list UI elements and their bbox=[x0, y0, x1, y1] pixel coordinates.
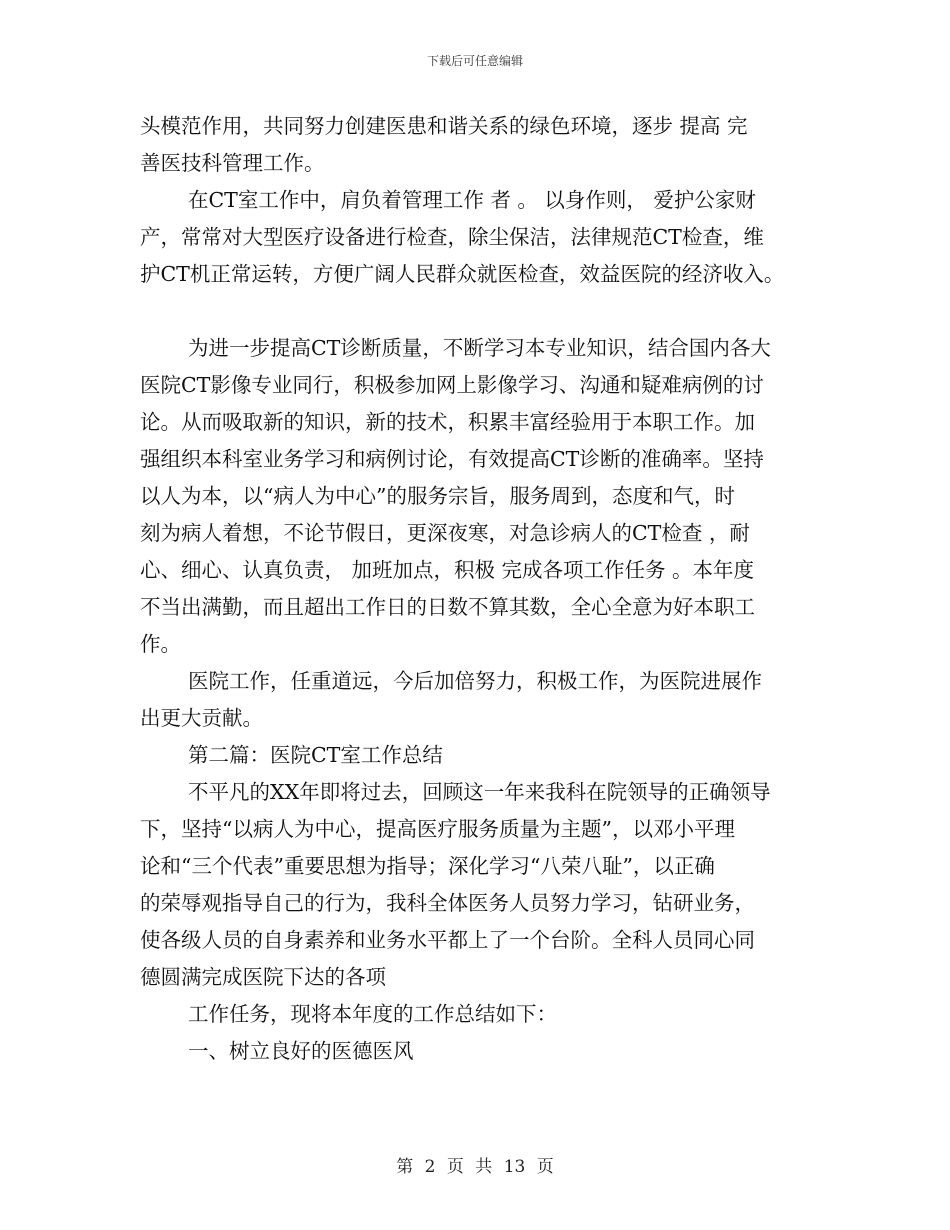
text-line: 作。 bbox=[140, 632, 181, 656]
text-line: 的荣辱观指导自己的行为，我科全体医务人员努力学习，钻研业务， bbox=[140, 891, 755, 915]
text-line: 不平凡的XX年即将过去，回顾这一年来我科在院领导的正确领导 bbox=[188, 780, 771, 804]
text-line: 善医技科管理工作。 bbox=[140, 151, 325, 175]
text-line: 下，坚持“以病人为中心，提高医疗服务质量为主题”，以邓小平理 bbox=[140, 817, 735, 841]
page-number-footer: 第 2 页 共 13 页 bbox=[396, 1157, 554, 1177]
text-line: 工作任务，现将本年度的工作总结如下： bbox=[188, 1002, 557, 1026]
text-line: 心、细心、认真负责， 加班加点，积极 完成各项工作任务 。本年度 bbox=[140, 558, 755, 582]
text-line: 不当出满勤，而且超出工作日的日数不算其数，全心全意为好本职工 bbox=[140, 595, 755, 619]
text-line: 护CT机正常运转，方便广阔人民群众就医检查，效益医院的经济收入。 bbox=[140, 262, 785, 286]
text-line: 医院工作，任重道远，今后加倍努力，积极工作，为医院进展作 bbox=[188, 669, 762, 693]
section-heading: 第二篇：医院CT室工作总结 bbox=[188, 743, 443, 767]
text-line: 在CT室工作中，肩负着管理工作 者 。 以身作则， 爱护公家财 bbox=[188, 188, 756, 212]
text-line: 刻为病人着想，不论节假日，更深夜寒，对急诊病人的CT检查 ，耐 bbox=[140, 521, 750, 545]
text-line: 出更大贡献。 bbox=[140, 706, 263, 730]
page-header: 下载后可任意编辑 bbox=[426, 54, 523, 68]
text-line: 以人为本，以“病人为中心”的服务宗旨，服务周到，态度和气，时 bbox=[140, 484, 735, 508]
text-line: 为进一步提高CT诊断质量，不断学习本专业知识，结合国内各大 bbox=[188, 336, 771, 360]
paragraph-gap bbox=[140, 293, 820, 330]
text-line: 论。从而吸取新的知识，新的技术，积累丰富经验用于本职工作。加 bbox=[140, 410, 755, 434]
text-line: 医院CT影像专业同行，积极参加网上影像学习、沟通和疑难病例的讨 bbox=[140, 373, 764, 397]
text-line: 强组织本科室业务学习和病例讨论，有效提高CT诊断的准确率。坚持 bbox=[140, 447, 764, 471]
subsection-heading: 一、树立良好的医德医风 bbox=[188, 1039, 414, 1063]
text-line: 德圆满完成医院下达的各项 bbox=[140, 965, 386, 989]
text-line: 产，常常对大型医疗设备进行检查，除尘保洁，法律规范CT检查，维 bbox=[140, 225, 764, 249]
text-line: 使各级人员的自身素养和业务水平都上了一个台阶。全科人员同心同 bbox=[140, 928, 755, 952]
document-body bbox=[140, 108, 820, 1070]
text-line: 论和“三个代表”重要思想为指导；深化学习“八荣八耻”，以正确 bbox=[140, 854, 715, 878]
text-line: 头模范作用，共同努力创建医患和谐关系的绿色环境，逐步 提高 完 bbox=[140, 114, 748, 138]
